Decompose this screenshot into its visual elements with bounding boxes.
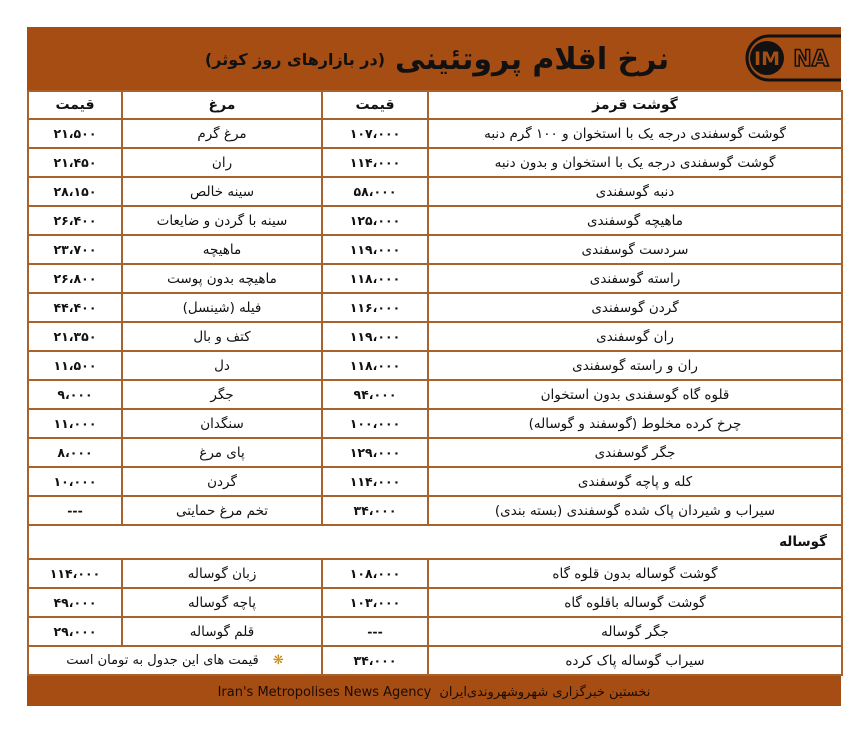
item-price: ۱۱۴،۰۰۰ — [28, 559, 122, 588]
item-price: ۱۰۰،۰۰۰ — [322, 409, 428, 438]
item-price: ۵۸،۰۰۰ — [322, 177, 428, 206]
table-row — [28, 322, 842, 351]
item-price: ۱۲۵،۰۰۰ — [322, 206, 428, 235]
page-subtitle: (در بازارهای روز کوثر) — [204, 49, 386, 69]
item-price: ۱۱۸،۰۰۰ — [322, 351, 428, 380]
item-price: ۳۴،۰۰۰ — [322, 646, 428, 675]
item-name: سینه با گردن و ضایعات — [122, 206, 322, 235]
item-price: ۲۶،۸۰۰ — [28, 264, 122, 293]
section-row-calf — [28, 525, 842, 559]
item-name: سردست گوسفندی — [428, 235, 842, 264]
item-name: سیراب گوساله پاک کرده — [428, 646, 842, 675]
table-row — [28, 380, 842, 409]
item-name: ماهیچه — [122, 235, 322, 264]
table-row — [28, 264, 842, 293]
item-price: ۲۱،۳۵۰ — [28, 322, 122, 351]
item-name: قلم گوساله — [122, 617, 322, 646]
item-price: ۲۹،۰۰۰ — [28, 617, 122, 646]
item-name: دل — [122, 351, 322, 380]
item-name: ماهیچه گوسفندی — [428, 206, 842, 235]
item-price: ۱۱۶،۰۰۰ — [322, 293, 428, 322]
table-row — [28, 646, 842, 675]
item-name: جگر — [122, 380, 322, 409]
table-header-row — [28, 91, 842, 119]
item-price: ۴۴،۴۰۰ — [28, 293, 122, 322]
item-name: سینه خالص — [122, 177, 322, 206]
item-name: ران و راسته گوسفندی — [428, 351, 842, 380]
item-price: ۹،۰۰۰ — [28, 380, 122, 409]
table-row — [28, 496, 842, 525]
item-name: گوشت گوسفندی درجه یک با استخوان و بدون دنبه — [428, 148, 842, 177]
item-price: ۱۱،۰۰۰ — [28, 409, 122, 438]
column-header-price: قیمت — [322, 91, 428, 119]
item-price: ۱۰۷،۰۰۰ — [322, 119, 428, 148]
table-row — [28, 177, 842, 206]
currency-note-text: قیمت های این جدول به تومان است — [66, 653, 259, 668]
item-price: ۲۶،۴۰۰ — [28, 206, 122, 235]
table-row — [28, 119, 842, 148]
table-row — [28, 293, 842, 322]
item-price: ۱۱۸،۰۰۰ — [322, 264, 428, 293]
footer-band — [27, 678, 841, 706]
title-block — [177, 33, 697, 85]
item-name: سیراب و شیردان پاک شده گوسفندی (بسته بندی) — [428, 496, 842, 525]
item-name: ران گوسفندی — [428, 322, 842, 351]
footer-english: Iran's Metropolises News Agency — [217, 684, 432, 700]
item-name: کتف و بال — [122, 322, 322, 351]
item-price: --- — [28, 496, 122, 525]
item-price: ۱۱۴،۰۰۰ — [322, 467, 428, 496]
svg-text:NA: NA — [793, 47, 829, 72]
item-price: ۱۰۳،۰۰۰ — [322, 588, 428, 617]
item-name: دنبه گوسفندی — [428, 177, 842, 206]
item-name: گردن گوسفندی — [428, 293, 842, 322]
item-name: جگر گوساله — [428, 617, 842, 646]
price-sheet — [27, 27, 841, 706]
item-name: ماهیچه بدون پوست — [122, 264, 322, 293]
title-banner — [27, 27, 841, 89]
table-row — [28, 467, 842, 496]
item-price: ۱۱،۵۰۰ — [28, 351, 122, 380]
item-name: گردن — [122, 467, 322, 496]
item-name: پای مرغ — [122, 438, 322, 467]
item-name: گوشت گوساله باقلوه گاه — [428, 588, 842, 617]
page-title: نرخ اقلام پروتئینی — [395, 41, 670, 77]
item-price: ۱۱۹،۰۰۰ — [322, 322, 428, 351]
price-table — [27, 90, 841, 676]
imna-logo-icon — [741, 33, 841, 83]
item-price: ۲۱،۵۰۰ — [28, 119, 122, 148]
section-title: گوساله — [28, 525, 842, 559]
table-row — [28, 409, 842, 438]
item-name: قلوه گاه گوسفندی بدون استخوان — [428, 380, 842, 409]
table-row — [28, 438, 842, 467]
item-name: فیله (شینسل) — [122, 293, 322, 322]
item-name: تخم مرغ حمایتی — [122, 496, 322, 525]
item-price: ۲۱،۴۵۰ — [28, 148, 122, 177]
table-row — [28, 235, 842, 264]
item-price: --- — [322, 617, 428, 646]
table-row — [28, 559, 842, 588]
column-header-chicken: مرغ — [122, 91, 322, 119]
item-price: ۲۸،۱۵۰ — [28, 177, 122, 206]
table-row — [28, 351, 842, 380]
item-name: جگر گوسفندی — [428, 438, 842, 467]
item-price: ۱۰،۰۰۰ — [28, 467, 122, 496]
column-header-price: قیمت — [28, 91, 122, 119]
item-name: ران — [122, 148, 322, 177]
svg-text:IM: IM — [754, 48, 780, 70]
table-row — [28, 588, 842, 617]
item-name: زبان گوساله — [122, 559, 322, 588]
asterisk-flower-icon: ❋ — [272, 653, 284, 668]
item-price: ۱۱۴،۰۰۰ — [322, 148, 428, 177]
table-row — [28, 617, 842, 646]
item-price: ۴۹،۰۰۰ — [28, 588, 122, 617]
table-row — [28, 206, 842, 235]
item-name: گوشت گوساله بدون قلوه گاه — [428, 559, 842, 588]
currency-note — [28, 646, 322, 675]
item-name: چرخ کرده مخلوط (گوسفند و گوساله) — [428, 409, 842, 438]
item-name: کله و پاچه گوسفندی — [428, 467, 842, 496]
item-price: ۲۳،۷۰۰ — [28, 235, 122, 264]
item-price: ۱۲۹،۰۰۰ — [322, 438, 428, 467]
item-price: ۹۴،۰۰۰ — [322, 380, 428, 409]
item-name: گوشت گوسفندی درجه یک با استخوان و ۱۰۰ گرم دنبه — [428, 119, 842, 148]
item-name: سنگدان — [122, 409, 322, 438]
item-price: ۸،۰۰۰ — [28, 438, 122, 467]
footer-persian: نخستین خبرگزاری شهروشهروندی‌ایران — [439, 684, 651, 700]
item-name: راسته گوسفندی — [428, 264, 842, 293]
table-row — [28, 148, 842, 177]
item-name: مرغ گرم — [122, 119, 322, 148]
item-name: پاچه گوساله — [122, 588, 322, 617]
item-price: ۱۰۸،۰۰۰ — [322, 559, 428, 588]
column-header-red-meat: گوشت قرمز — [428, 91, 842, 119]
item-price: ۳۴،۰۰۰ — [322, 496, 428, 525]
item-price: ۱۱۹،۰۰۰ — [322, 235, 428, 264]
